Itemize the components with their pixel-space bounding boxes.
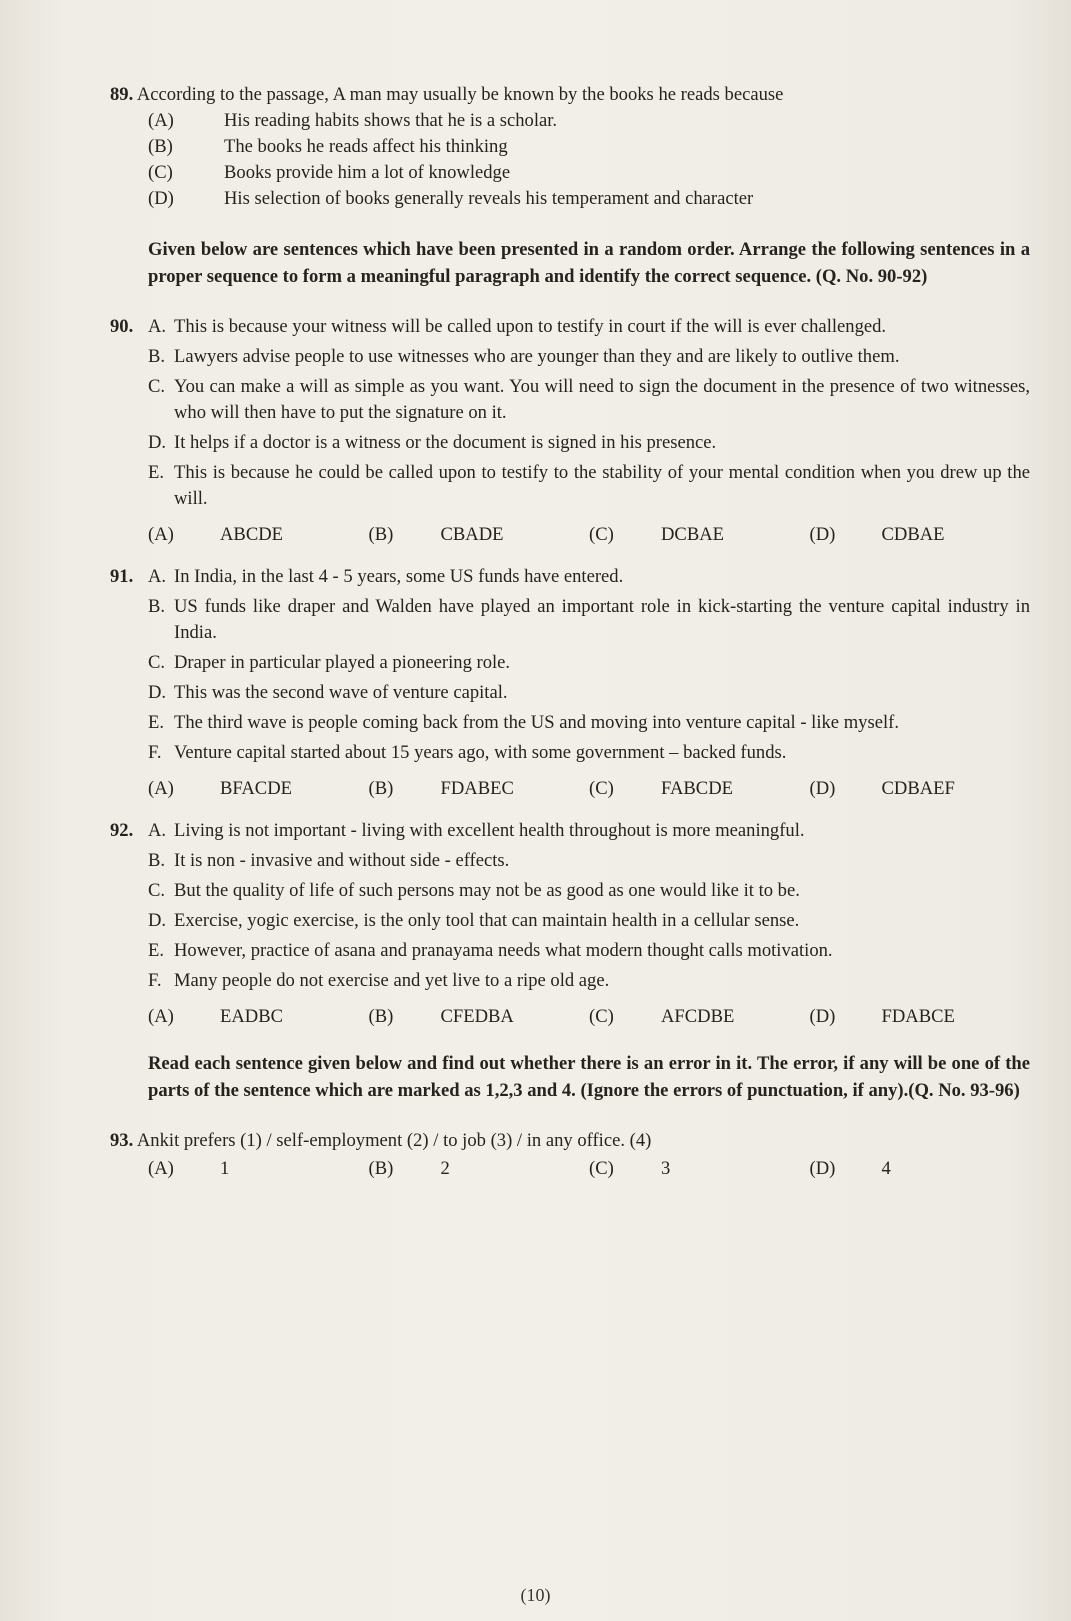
sentence-d [148,430,1030,456]
answer-c[interactable] [589,1004,810,1030]
answer-choices [110,522,1030,548]
answer-text: CDBAEF [881,778,955,799]
answer-b[interactable] [369,522,590,548]
option-label: (A) [148,110,174,131]
sentence-letter: E. [148,712,165,733]
option-text: His reading habits shows that he is a scholar. [224,110,558,131]
sentence-letter: D. [148,432,167,453]
answer-c[interactable] [589,1156,810,1182]
sentence-letter: E. [148,940,165,961]
sentence-c [148,650,1030,676]
answer-c[interactable] [589,522,810,548]
answer-c[interactable] [589,776,810,802]
sentence-text: This is because he could be called upon to testify to the stability of your mental condition when you drew up the will. [174,462,1030,509]
question-number: 91. [110,566,134,587]
answer-label: (D) [809,778,836,799]
sentence-d [148,680,1030,706]
answer-choices [110,1004,1030,1030]
sentence-text: Venture capital started about 15 years ago, with some government – backed funds. [174,742,787,763]
question-90 [110,314,1030,548]
option-label: (B) [148,136,173,157]
sentence-b [148,344,1030,370]
answer-text: FDABCE [881,1006,955,1027]
sentence-c [148,374,1030,426]
answer-text: AFCDBE [661,1006,735,1027]
sentence-text: Exercise, yogic exercise, is the only tool that can maintain health in a cellular sense. [174,910,800,931]
instruction-93-96: Read each sentence given below and find out whether there is an error in it. The error, if any will be one of the parts of the sentence which are marked as 1,2,3 and 4. (Ignore the errors of punctuation, if any).(Q. No. 93-96) [148,1053,1030,1101]
sentence-f [148,740,1030,766]
answer-text: 2 [440,1158,450,1179]
sentence-text: This was the second wave of venture capital. [174,682,508,703]
sentence-letter: B. [148,596,166,617]
sentence-letter: F. [148,970,162,991]
answer-label: (C) [589,524,614,545]
answer-text: CBADE [440,524,504,545]
option-b [110,134,1030,160]
answer-label: (C) [589,1158,614,1179]
answer-text: FABCDE [661,778,733,799]
answer-a[interactable] [148,522,369,548]
answer-label: (A) [148,1006,174,1027]
sentence-text: In India, in the last 4 - 5 years, some US funds have entered. [174,566,624,587]
sentence-text: The third wave is people coming back from the US and moving into venture capital - like myself. [174,712,899,733]
answer-label: (A) [148,524,174,545]
option-a [110,108,1030,134]
answer-label: (C) [589,1006,614,1027]
sentence-letter: C. [148,652,166,673]
option-text: Books provide him a lot of knowledge [224,162,511,183]
answer-a[interactable] [148,1004,369,1030]
option-label: (C) [148,162,173,183]
answer-label: (B) [368,1006,394,1027]
sentence-text: Many people do not exercise and yet live to a ripe old age. [174,970,610,991]
question-89-stem [110,82,1030,108]
option-text: His selection of books generally reveals his temperament and character [224,188,754,209]
answer-text: ABCDE [220,524,284,545]
sentence-letter: D. [148,910,167,931]
sentence-letter: D. [148,682,167,703]
sentence-c [148,878,1030,904]
sentence-text: However, practice of asana and pranayama needs what modern thought calls motivation. [174,940,833,961]
answer-text: DCBAE [661,524,725,545]
answer-d[interactable] [810,522,1031,548]
question-number: 90. [110,316,134,337]
page-content [110,82,1030,1182]
answer-label: (B) [368,524,394,545]
sentence-letter: A. [148,566,167,587]
sentence-text: US funds like draper and Walden have played an important role in kick-starting the venture capital industry in India. [174,596,1030,643]
sentence-letter: C. [148,376,166,397]
sentence-text: Draper in particular played a pioneering role. [174,652,511,673]
sentence-b [148,594,1030,646]
sentence-e [148,938,1030,964]
sentence-d [148,908,1030,934]
sentence-letter: B. [148,346,166,367]
answer-text: BFACDE [220,778,292,799]
page-number: (10) [520,1585,551,1605]
question-number: 89. [110,84,134,105]
option-text: The books he reads affect his thinking [224,136,508,157]
answer-a[interactable] [148,1156,369,1182]
sentence-f [148,968,1030,994]
question-number: 93. [110,1130,134,1151]
sentence-letter: E. [148,462,165,483]
question-text: Ankit prefers (1) / self-employment (2) / to job (3) / in any office. (4) [136,1130,652,1151]
answer-b[interactable] [369,776,590,802]
sentence-text: This is because your witness will be called upon to testify in court if the will is ever challenged. [174,316,887,337]
option-c [110,160,1030,186]
sentence-e [148,710,1030,736]
answer-b[interactable] [369,1156,590,1182]
instruction-90-92: Given below are sentences which have been presented in a random order. Arrange the following sentences in a proper sequence to form a meaningful paragraph and identify the correct sequence. (Q. No. 90-92) [148,239,1030,287]
answer-label: (C) [589,778,614,799]
answer-text: EADBC [220,1006,284,1027]
sentence-e [148,460,1030,512]
question-93 [110,1128,1030,1182]
answer-text: 1 [220,1158,230,1179]
answer-b[interactable] [369,1004,590,1030]
sentence-b [148,848,1030,874]
question-93-stem [110,1128,1030,1154]
option-label: (D) [148,188,174,209]
answer-label: (D) [809,524,836,545]
question-89 [110,82,1030,212]
answer-text: 3 [661,1158,671,1179]
sentence-text: It helps if a doctor is a witness or the document is signed in his presence. [174,432,717,453]
answer-choices [110,1156,1030,1182]
answer-d[interactable] [810,1156,1031,1182]
answer-label: (A) [148,1158,174,1179]
sentence-text: Living is not important - living with excellent health throughout is more meaningful. [174,820,805,841]
sentence-text: Lawyers advise people to use witnesses who are younger than they and are likely to outlive them. [174,346,900,367]
answer-text: CDBAE [881,524,945,545]
answer-label: (B) [368,1158,394,1179]
sentence-text: It is non - invasive and without side - effects. [174,850,510,871]
sentence-text: But the quality of life of such persons may not be as good as one would like it to be. [174,880,800,901]
question-text: According to the passage, A man may usually be known by the books he reads because [136,84,784,105]
question-92 [110,818,1030,1030]
sentence-letter: A. [148,316,167,337]
answer-d[interactable] [810,776,1031,802]
answer-label: (A) [148,778,174,799]
answer-label: (D) [809,1006,836,1027]
sentence-letter: C. [148,880,166,901]
answer-text: 4 [881,1158,891,1179]
sentence-letter: F. [148,742,162,763]
answer-label: (D) [809,1158,836,1179]
answer-d[interactable] [810,1004,1031,1030]
sentence-letter: B. [148,850,166,871]
answer-label: (B) [368,778,394,799]
option-d [110,186,1030,212]
answer-choices [110,776,1030,802]
answer-text: CFEDBA [440,1006,514,1027]
sentence-letter: A. [148,820,167,841]
question-number: 92. [110,820,134,841]
answer-text: FDABEC [440,778,514,799]
sentence-text: You can make a will as simple as you want. You will need to sign the document in the presence of two witnesses, who will then have to put the signature on it. [174,376,1030,423]
answer-a[interactable] [148,776,369,802]
question-91 [110,564,1030,802]
